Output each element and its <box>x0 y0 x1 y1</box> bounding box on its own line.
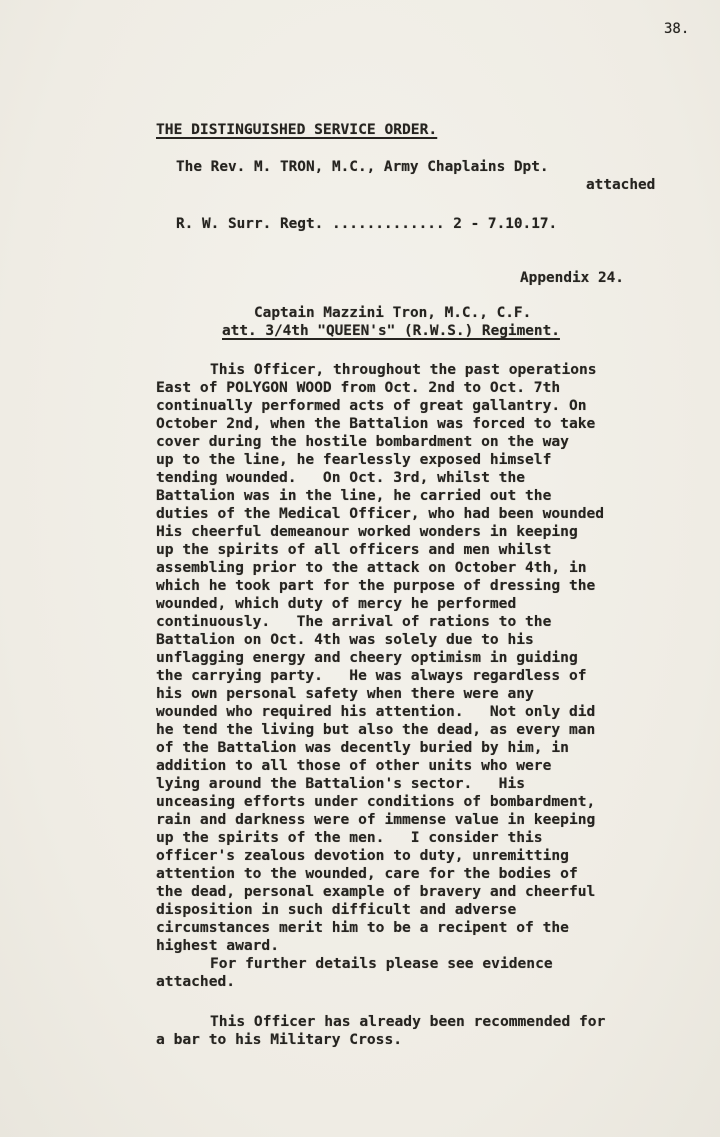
body-line: circumstances merit him to be a recipent of the <box>156 919 569 936</box>
page-number: 38. <box>664 21 690 37</box>
body-line: Battalion on Oct. 4th was solely due to his <box>156 631 534 648</box>
body-line: up to the line, he fearlessly exposed himself <box>156 451 552 468</box>
subject-line-2: att. 3/4th "QUEEN's" (R.W.S.) Regiment. <box>222 323 560 339</box>
nominee-line-2: attached <box>586 177 656 193</box>
body-line: the carrying party. He was always regardless of <box>156 667 587 684</box>
body-line: continuously. The arrival of rations to the <box>156 613 552 630</box>
body-line: rain and darkness were of immense value in keeping <box>156 811 596 828</box>
body-line: he tend the living but also the dead, as every man <box>156 721 596 738</box>
body-line: East of POLYGON WOOD from Oct. 2nd to Oct. 7th <box>156 379 561 396</box>
body-line: This Officer, throughout the past operations <box>210 361 597 378</box>
body-line: unceasing efforts under conditions of bombardment, <box>156 793 596 810</box>
nominee-line-1: The Rev. M. TRON, M.C., Army Chaplains Dpt. <box>176 159 549 175</box>
body-line: addition to all those of other units who were <box>156 757 552 774</box>
body-line: up the spirits of the men. I consider this <box>156 829 543 846</box>
body-line: his own personal safety when there were any <box>156 685 534 702</box>
body-line: the dead, personal example of bravery and cheerful <box>156 883 596 900</box>
body-line: disposition in such difficult and adverse <box>156 901 517 918</box>
body-line: Battalion was in the line, he carried out the <box>156 487 552 504</box>
body-line: For further details please see evidence <box>210 955 553 972</box>
body-line: cover during the hostile bombardment on the way <box>156 433 569 450</box>
body-line: assembling prior to the attack on October 4th, in <box>156 559 587 576</box>
appendix-label: Appendix 24. <box>520 270 624 286</box>
body-line: unflagging energy and cheery optimism in guiding <box>156 649 578 666</box>
subject-line-1: Captain Mazzini Tron, M.C., C.F. <box>254 305 532 321</box>
body-line: lying around the Battalion's sector. His <box>156 775 526 792</box>
nominee-line-3: R. W. Surr. Regt. ............. 2 - 7.10.17. <box>176 216 558 232</box>
body-line: This Officer has already been recommended for <box>210 1013 606 1030</box>
body-line: up the spirits of all officers and men whilst <box>156 541 552 558</box>
document-heading: THE DISTINGUISHED SERVICE ORDER. <box>156 121 438 138</box>
body-line: of the Battalion was decently buried by him, in <box>156 739 569 756</box>
body-line: wounded, which duty of mercy he performed <box>156 595 517 612</box>
body-line: His cheerful demeanour worked wonders in keeping <box>156 523 578 540</box>
body-line: which he took part for the purpose of dressing the <box>156 577 596 594</box>
body-line: a bar to his Military Cross. <box>156 1031 403 1048</box>
body-line: continually performed acts of great gallantry. On <box>156 397 587 414</box>
body-line: tending wounded. On Oct. 3rd, whilst the <box>156 469 526 486</box>
body-line: October 2nd, when the Battalion was forced to take <box>156 415 596 432</box>
body-line: wounded who required his attention. Not only did <box>156 703 596 720</box>
body-line: attention to the wounded, care for the bodies of <box>156 865 578 882</box>
body-line: duties of the Medical Officer, who had been wounded <box>156 505 605 522</box>
body-line: highest award. <box>156 937 280 954</box>
body-line: attached. <box>156 973 236 990</box>
body-line: officer's zealous devotion to duty, unremitting <box>156 847 569 864</box>
